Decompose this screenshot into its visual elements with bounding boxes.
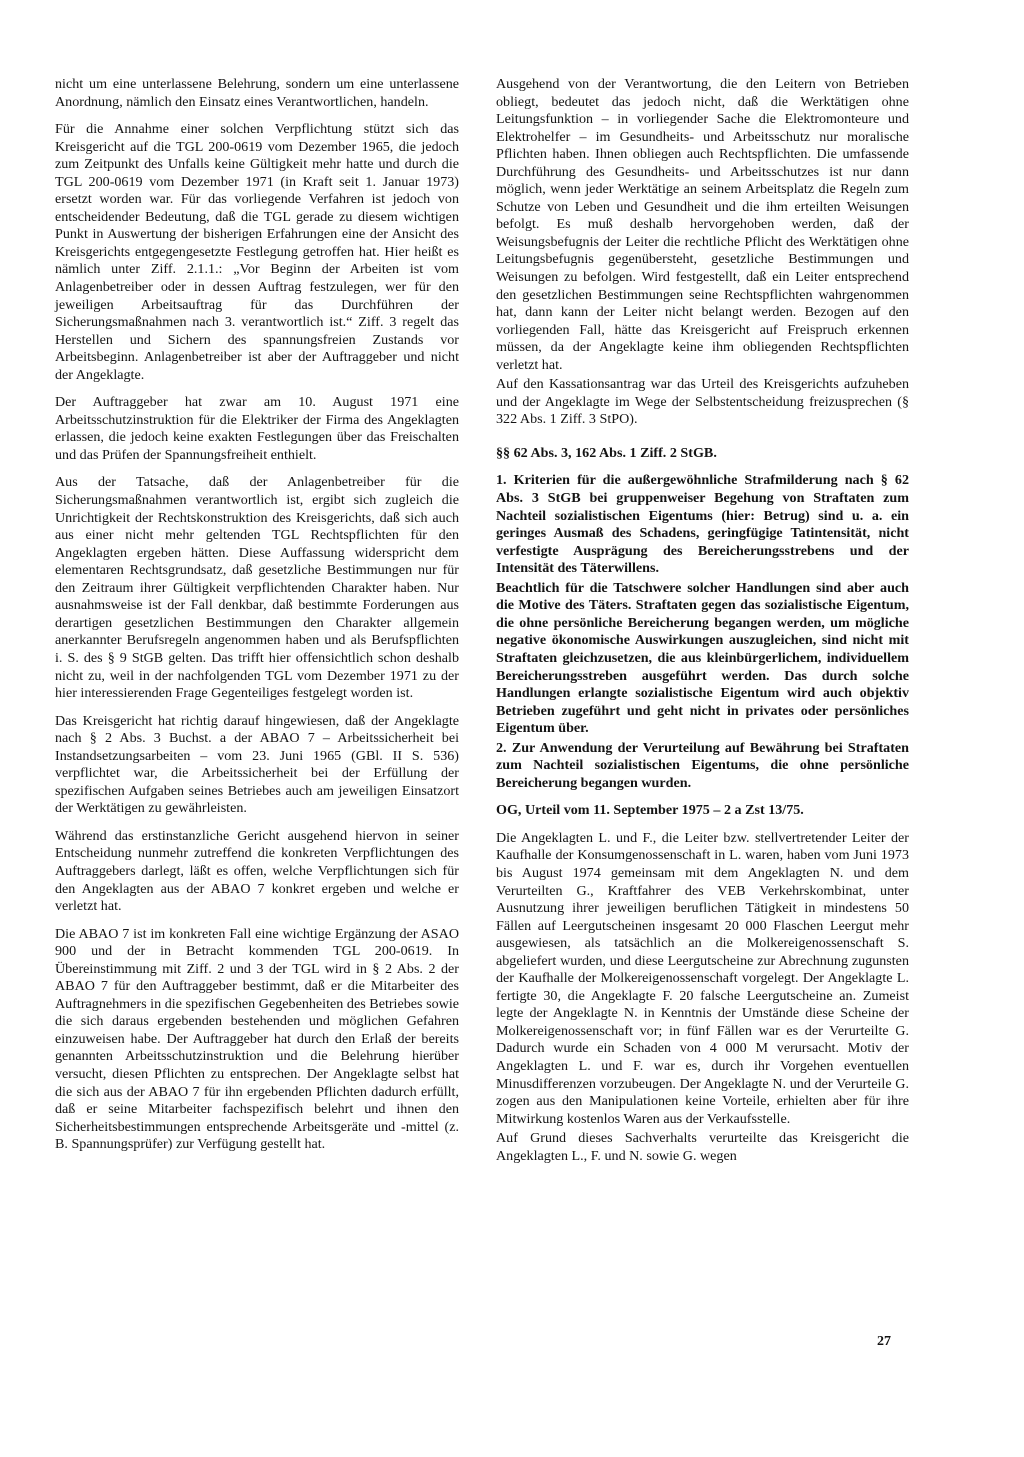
paragraph: Aus der Tatsache, daß der Anlagenbetreiber für die Sicherungsmaßnahmen verantwortlich ist, ergibt sich zugleich die Unrichtigkeit der Rechtskonstruktion des Kreisgerichts, daß sich auch aus einer nicht mehr geltenden TGL Rechtspflichten für den Angeklagten ergeben hätten. Diese Auffassung widerspricht dem elementaren Rechtsgrundsatz, daß gesetzliche Bestimmungen nur für den Zeitraum ihrer Gültigkeit verpflichtenden Charakter haben. Nur ausnahmsweise ist der Fall denkbar, daß bestimmte Forderungen aus derartigen gesetzlichen Bestimmungen den Charakter allgemein anerkannter Berufsregeln angenommen haben und als Berufspflichten i. S. des § 9 StGB gelten. Das trifft hier offensichtlich schon deshalb nicht zu, weil in der nachfolgenden TGL vom Dezember 1971 zu der hier interessierenden Frage Gegenteiliges festgelegt worden ist. — [55, 474, 459, 702]
left-column — [55, 76, 459, 1164]
statute-heading: §§ 62 Abs. 3, 162 Abs. 1 Ziff. 2 StGB. — [496, 444, 717, 461]
paragraph: nicht um eine unterlassene Belehrung, sondern um eine unterlassene Anordnung, nämlich den Einsatz eines Verantwortlichen, handeln. — [55, 76, 459, 110]
paragraph: Ausgehend von der Verantwortung, die den Leitern von Betrieben obliegt, bedeutet das jedoch nicht, daß die Werktätigen ohne Leitungsfunktion – in vorliegender Sache die Elektromonteure und Elektrohelfer – im Gesundheits- und Arbeitsschutz nur moralische Pflichten haben. Ihnen obliegen auch Rechtspflichten. Die umfassende Durchführung des Gesundheits- und Arbeitsschutzes ist nur dann möglich, wenn jeder Werktätige an seinem Arbeitsplatz die Regeln zum Schutze von Leben und Gesundheit und die ihm erteilten Weisungen befolgt. Es muß deshalb hervorgehoben werden, daß der Weisungsbefugnis der Leiter die rechtliche Pflicht des Werktätigen ohne Leitungsbefugnis gegenübersteht, gesetzliche Bestimmungen und Weisungen zu befolgen. Wird festgestellt, daß ein Leiter entsprechend den gesetzlichen Bestimmungen seine Rechtspflichten wahrgenommen hat, dann kann der Leiter nicht belangt werden. Bezogen auf den vorliegenden Fall, hätte das Kreisgericht auf Freispruch erkennen müssen, da der Angeklagte keine ihm obliegenden Rechtspflichten verletzt hat. — [496, 76, 909, 373]
headnote: 1. Kriterien für die außergewöhnliche Strafmilderung nach § 62 Abs. 3 StGB bei gruppenweiser Begehung von Straftaten zum Nachteil sozialistischen Eigentums (hier: Betrug) sind u. a. ein geringes Ausmaß des Schadens, geringfügige Tatintensität, nicht verfestigte Ausprägung des Bereicherungsstrebens und der Intensität des Täterwillens. — [496, 472, 909, 577]
citation: OG, Urteil vom 11. September 1975 – 2 a Zst 13/75. — [496, 802, 804, 819]
paragraph: Die Angeklagten L. und F., die Leiter bzw. stellvertretender Leiter der Kaufhalle der Konsumgenossenschaft in L. waren, haben vom Juni 1973 bis August 1974 gemeinsam mit dem Angeklagten N. und dem Verurteilten G., Kraftfahrer des VEB Verkehrskombinat, unter Ausnutzung ihrer jeweiligen beruflichen Tätigkeit in mindestens 50 Fällen auf Leergutscheinen insgesamt 20 000 Flaschen Leergut mehr ausgewiesen, als tatsächlich an die Molkereigenossenschaft S. abgeliefert wurden, und diese Leergutscheine zur Abrechnung zugunsten der Kaufhalle der Molkereigenossenschaft vorgelegt. Der Angeklagte L. fertigte 30, die Angeklagte F. 20 falsche Leergutscheine an. Zumeist legte der Angeklagte N. in Kenntnis der Umstände diese Scheine der Molkereigenossenschaft vor; in fünf Fällen war es der Verurteilte G. Dadurch wurde ein Schaden von 4 000 M verursacht. Motiv der Angeklagten L. und F. war es, durch ihr Vorgehen eventuellen Minusdifferenzen vorzubeugen. Der Angeklagte N. und der Verurteile G. zogen aus den Manipulationen keine Vorteile, erhielten aber für ihre Mitwirkung kostenlos Waren aus der Verkaufsstelle. — [496, 829, 909, 1127]
headnote: 2. Zur Anwendung der Verurteilung auf Bewährung bei Straftaten zum Nachteil sozialistischen Eigentums, die ohne persönliche Bereicherung begangen wurden. — [496, 739, 909, 791]
paragraph: Auf den Kassationsantrag war das Urteil des Kreisgerichts aufzuheben und der Angeklagte im Wege der Selbstentscheidung freizusprechen (§ 322 Abs. 1 Ziff. 3 StPO). — [496, 376, 909, 428]
paragraph: Das Kreisgericht hat richtig darauf hingewiesen, daß der Angeklagte nach § 2 Abs. 3 Buchst. a der ABAO 7 – Arbeitssicherheit bei Instandsetzungsarbeiten – vom 23. Juni 1965 (GBl. II S. 536) verpflichtet war, die Arbeitssicherheit bei der Erfüllung der spezifischen Aufgaben seines Betriebes auch am jeweiligen Einsatzort der Werktätigen zu gewährleisten. — [55, 712, 459, 817]
paragraph: Für die Annahme einer solchen Verpflichtung stützt sich das Kreisgericht auf die TGL 200-0619 vom Dezember 1965, die jedoch zum Zeitpunkt des Unfalls keine Gültigkeit mehr hatte und durch die TGL 200-0619 vom Dezember 1971 (in Kraft seit 1. Januar 1973) ersetzt worden war. Für das vorliegende Verfahren ist jedoch von entscheidender Bedeutung, daß die TGL gerade zu diesem wichtigen Punkt in Auswertung der bisherigen Erfahrungen eine der Ansicht des Kreisgerichts entgegengesetzte Festlegung getroffen hat. Hier heißt es nämlich unter Ziff. 2.1.1.: „Vor Beginn der Arbeiten ist vom Anlagenbetreiber oder in dessen Auftrag festzulegen, wer für den jeweiligen Arbeitsauftrag für das Durchführen der Sicherungsmaßnahmen nach 3. verantwortlich ist.“ Ziff. 3 regelt das Herstellen und Sichern des spannungsfreien Zustands vor Arbeitsbeginn. Anlagenbetreiber ist aber der Auftraggeber und nicht der Angeklagte. — [55, 121, 459, 383]
paragraph: Der Auftraggeber hat zwar am 10. August 1971 eine Arbeitsschutzinstruktion für die Elektriker der Firma des Angeklagten erlassen, die jedoch keine exakten Festlegungen über das Freischalten und das Prüfen der Spannungsfreiheit enthielt. — [55, 394, 459, 463]
headnote: Beachtlich für die Tatschwere solcher Handlungen sind aber auch die Motive des Täters. Straftaten gegen das sozialistische Eigentum, die ohne persönliche Bereicherung begangen werden, um mögliche negative ökonomische Auswirkungen auszugleichen, sind nicht mit Straftaten gleichzusetzen, die aus kleinbürgerlichem, individuellem Bereicherungsstreben ausgeführt werden. Das durch solche Handlungen erlangte sozialistische Eigentum wird auch objektiv Betrieben zugeführt und geht nicht in privates oder persönliches Eigentum über. — [496, 579, 909, 737]
paragraph: Die ABAO 7 ist im konkreten Fall eine wichtige Ergänzung der ASAO 900 und der in Betracht kommenden TGL 200-0619. In Übereinstimmung mit Ziff. 2 und 3 der TGL wird in § 2 Abs. 2 der ABAO 7 für den Auftraggeber bestimmt, daß er die Mitarbeiter des Auftragnehmers in die spezifischen Gegebenheiten des Betriebes sowie die sich daraus ergebenden bestehenden und möglichen Gefahren einzuweisen habe. Der Auftraggeber hat durch den Erlaß der bereits genannten Arbeitsschutzinstruktion und die Belehrung hierüber versucht, diesen Pflichten zu entsprechen. Der Angeklagte selbst hat die sich aus der ABAO 7 für ihn ergebenden Pflichten dadurch erfüllt, daß er seine Mitarbeiter fachspezifisch belehrt und ihnen den Sicherheitsbestimmungen entsprechende Arbeitsgeräte und -mittel (z. B. Spannungsprüfer) zur Verfügung gestellt hat. — [55, 925, 459, 1153]
right-column — [496, 76, 909, 1175]
page-number: 27 — [877, 1334, 891, 1349]
paragraph: Während das erstinstanzliche Gericht ausgehend hiervon in seiner Entscheidung nunmehr zutreffend die konkreten Verpflichtungen des Auftraggebers darlegt, läßt es offen, welche Verpflichtungen sich für den Angeklagten aus der ABAO 7 konkret ergeben und welche er verletzt hat. — [55, 827, 459, 915]
paragraph: Auf Grund dieses Sachverhalts verurteilte das Kreisgericht die Angeklagten L., F. und N. sowie G. wegen — [496, 1130, 909, 1164]
